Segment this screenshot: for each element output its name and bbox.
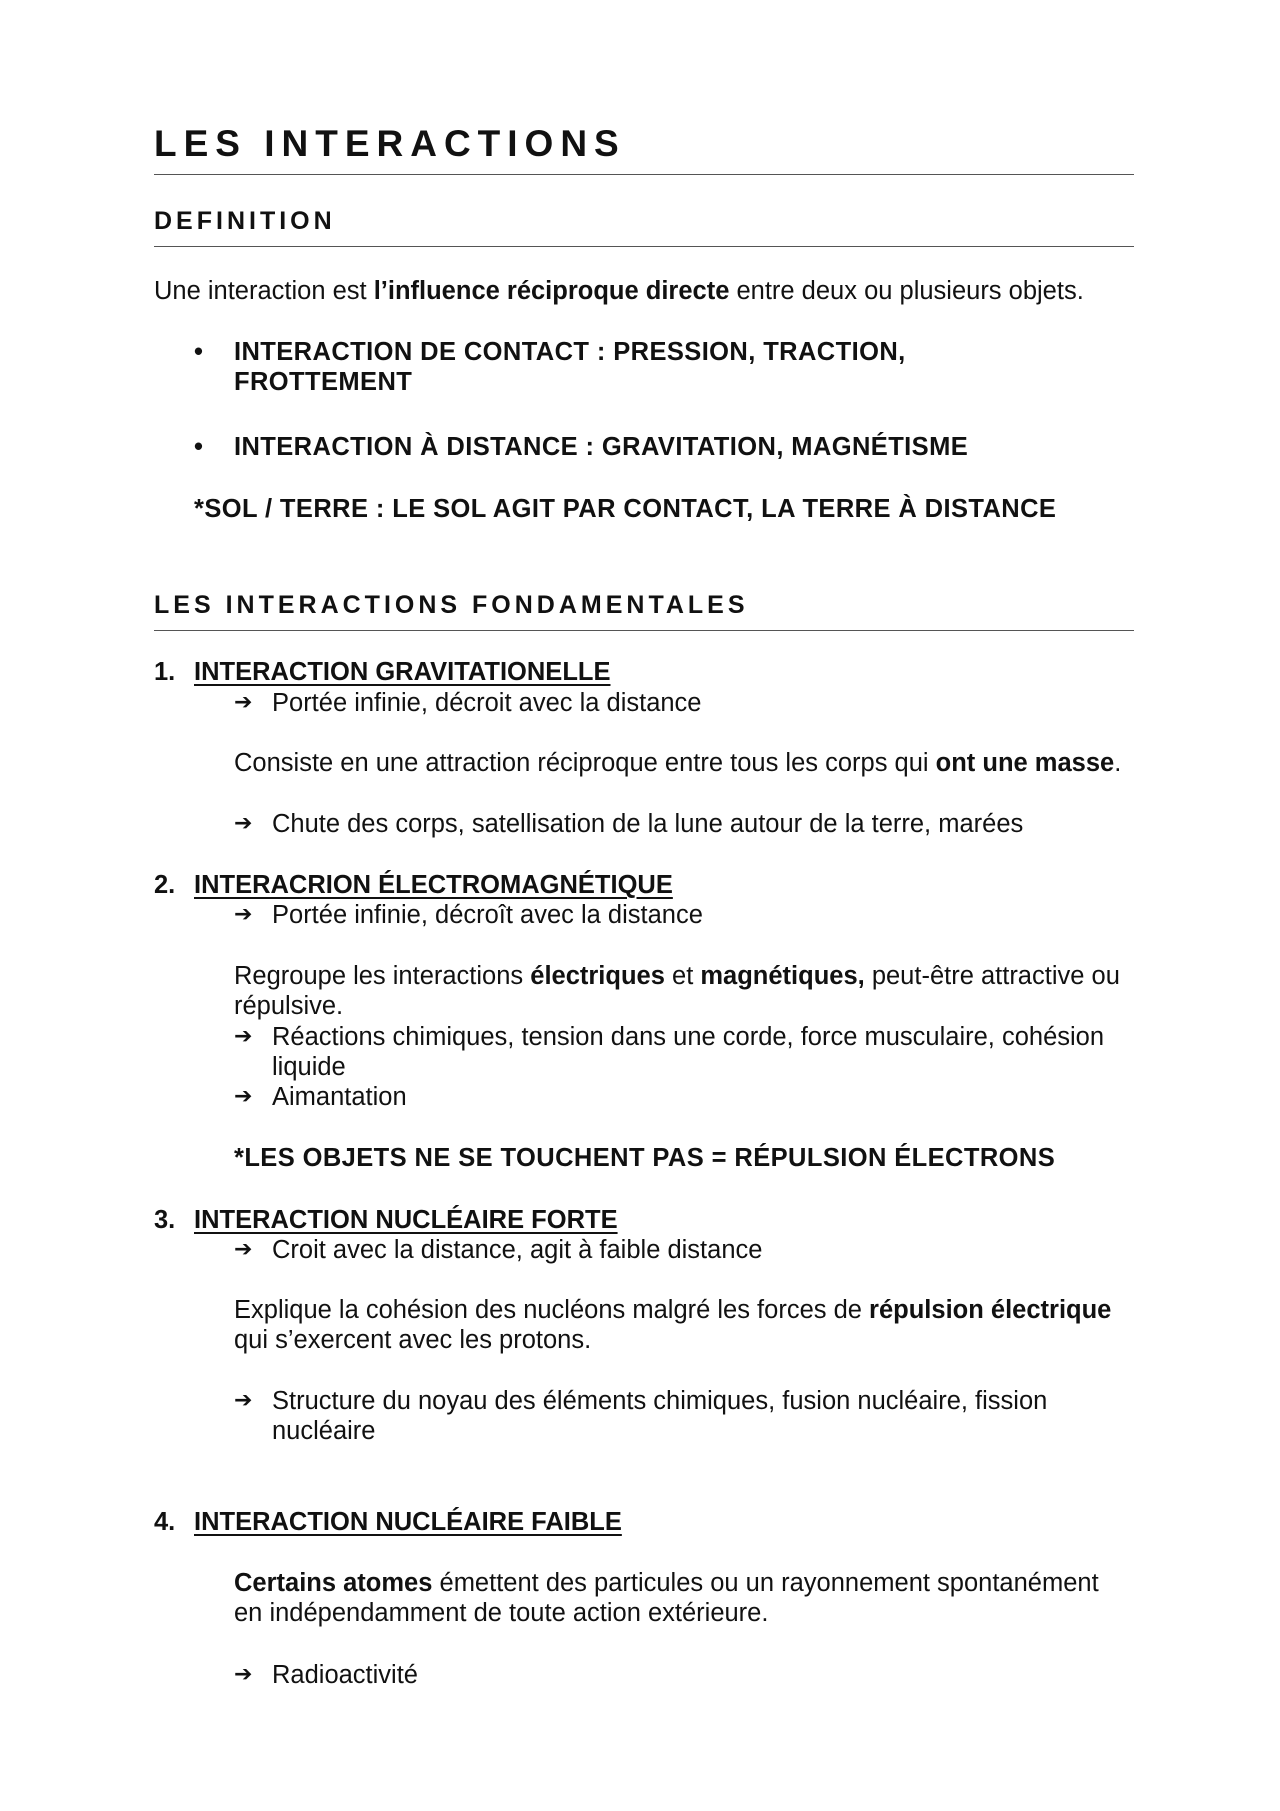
bullet-icon: •	[194, 338, 203, 366]
list-item: ➔ Structure du noyau des éléments chimiques, fusion nucléaire, fission nucléaire	[234, 1387, 1048, 1445]
list-item: ➔ Radioactivité	[234, 1661, 418, 1689]
right-arrow-icon: ➔	[234, 1237, 253, 1262]
section-title: 2. INTERACRION ÉLECTROMAGNÉTIQUE	[154, 871, 673, 899]
right-arrow-icon: ➔	[234, 902, 253, 927]
right-arrow-icon: ➔	[234, 811, 253, 836]
definition-intro: Une interaction est l’influence réciproque directe entre deux ou plusieurs objets.	[154, 277, 1084, 305]
section-description: Explique la cohésion des nucléons malgré les forces de répulsion électrique qui s’exercent avec les protons.	[234, 1296, 1112, 1354]
right-arrow-icon: ➔	[234, 1388, 253, 1413]
list-item: ➔ Chute des corps, satellisation de la lune autour de la terre, marées	[234, 810, 1024, 838]
list-item: ➔ Portée infinie, décroît avec la distance	[234, 901, 703, 929]
list-item: • INTERACTION DE CONTACT : PRESSION, TRACTION, FROTTEMENT	[194, 338, 906, 396]
fundamentals-heading: LES INTERACTIONS FONDAMENTALES	[154, 590, 1134, 631]
section-description: Regroupe les interactions électriques et magnétiques, peut-être attractive ou répulsive.	[234, 962, 1120, 1020]
list-item: ➔ Réactions chimiques, tension dans une corde, force musculaire, cohésion liquide	[234, 1023, 1105, 1081]
list-item: • INTERACTION À DISTANCE : GRAVITATION, MAGNÉTISME	[194, 433, 969, 461]
definition-heading: DEFINITION	[154, 206, 1134, 247]
page-title: LES INTERACTIONS	[154, 122, 1134, 175]
list-item: ➔ Croit avec la distance, agit à faible distance	[234, 1236, 763, 1264]
section-title: 1. INTERACTION GRAVITATIONELLE	[154, 658, 611, 686]
definition-note: *SOL / TERRE : LE SOL AGIT PAR CONTACT, LA TERRE À DISTANCE	[194, 495, 1057, 523]
section-description: Certains atomes émettent des particules ou un rayonnement spontanément en indépendamment de toute action extérieure.	[234, 1569, 1099, 1627]
section-title: 3. INTERACTION NUCLÉAIRE FORTE	[154, 1206, 618, 1234]
list-item: ➔ Portée infinie, décroit avec la distance	[234, 689, 702, 717]
right-arrow-icon: ➔	[234, 1662, 253, 1687]
list-item: ➔ Aimantation	[234, 1083, 407, 1111]
section-note: *LES OBJETS NE SE TOUCHENT PAS = RÉPULSION ÉLECTRONS	[234, 1144, 1056, 1172]
right-arrow-icon: ➔	[234, 690, 253, 715]
section-title: 4. INTERACTION NUCLÉAIRE FAIBLE	[154, 1508, 622, 1536]
right-arrow-icon: ➔	[234, 1084, 253, 1109]
bullet-icon: •	[194, 433, 203, 461]
section-description: Consiste en une attraction réciproque entre tous les corps qui ont une masse.	[234, 749, 1122, 777]
right-arrow-icon: ➔	[234, 1024, 253, 1049]
